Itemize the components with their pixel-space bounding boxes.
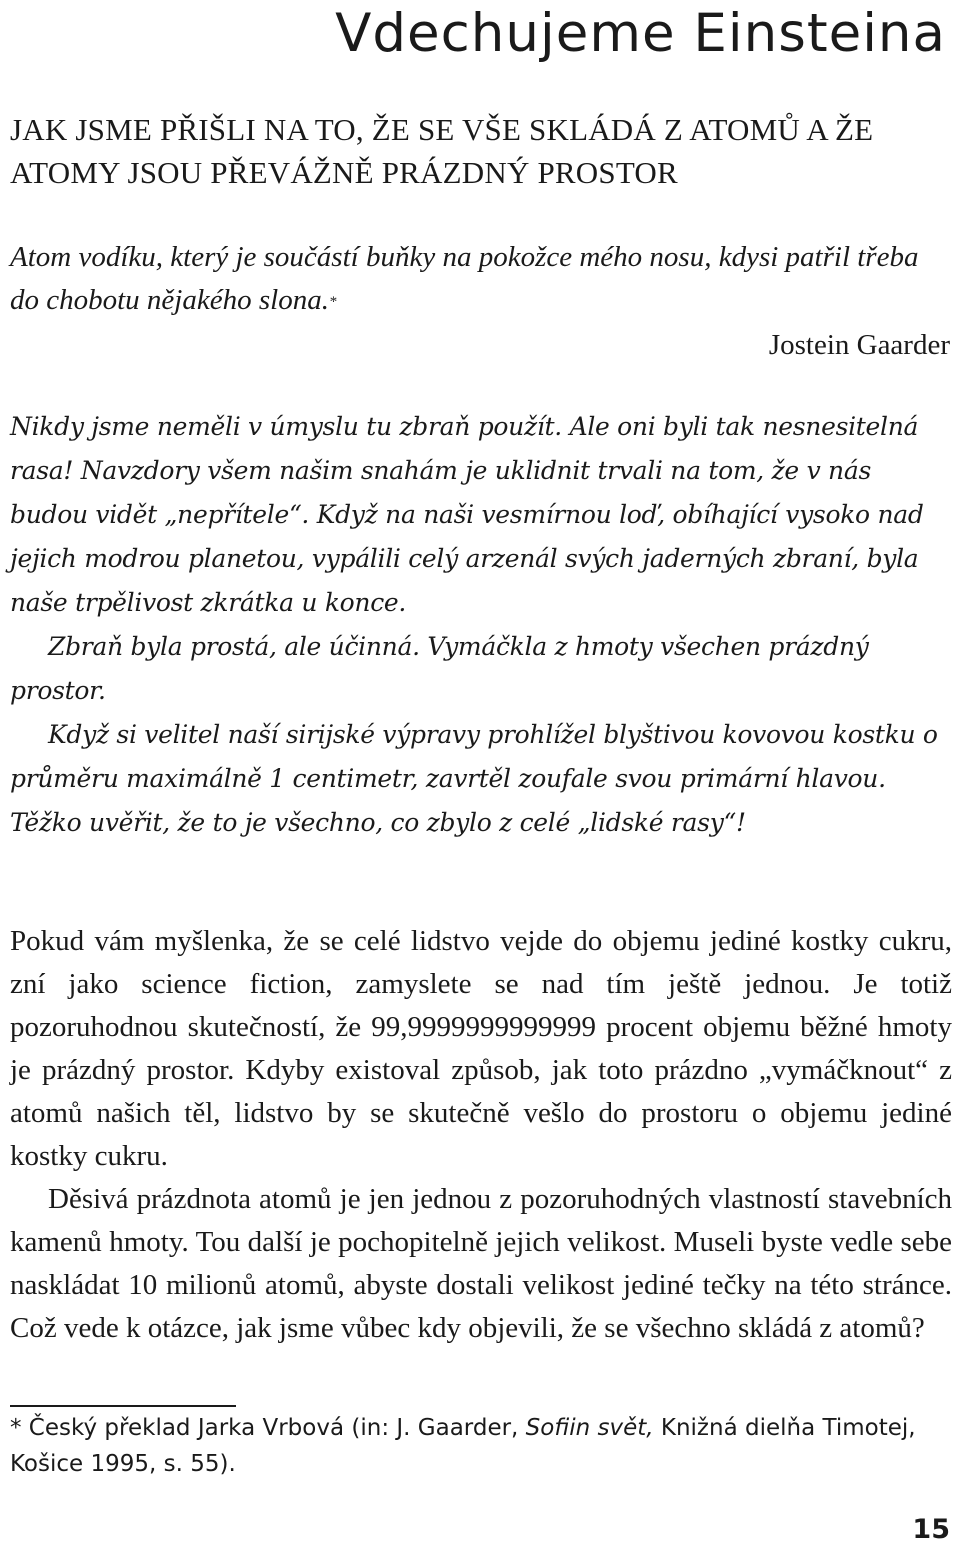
footnote-book-title: Sofiin svět, xyxy=(525,1415,654,1441)
body-paragraph: Děsivá prázdnota atomů je jen jednou z pozoruhodných vlastností stavebních kamenů hmoty. Tou další je pochopitelně jejich velikost. Museli byste vedle sebe naskládat 10 milionů atomů, abyste dostali velikost jediné tečky na této stránce. Což vede k otázce, jak jsme vůbec kdy objevili, že se všechno skládá z atomů? xyxy=(10,1183,952,1344)
body-text xyxy=(10,920,952,1350)
page-number: 15 xyxy=(912,1514,950,1545)
book-page xyxy=(10,0,952,1554)
story-paragraph: Zbraň byla prostá, ale účinná. Vymáčkla z hmoty všechen prázdný prostor. xyxy=(10,632,869,705)
epigraph-text: Atom vodíku, který je součástí buňky na pokožce mého nosu, kdysi patřil třeba do chobotu nějakého slona. xyxy=(10,241,919,316)
epigraph-author: Jostein Gaarder xyxy=(768,329,950,361)
story-passage xyxy=(10,405,950,845)
chapter-subtitle: JAK JSME PŘIŠLI NA TO, ŽE SE VŠE SKLÁDÁ Z ATOMŮ A ŽE ATOMY JSOU PŘEVÁŽNĚ PRÁZDNÝ PROSTOR xyxy=(10,112,874,190)
body-paragraph: Pokud vám myšlenka, že se celé lidstvo vejde do objemu jediné kostky cukru, zní jako science fiction, zamyslete se nad tím ještě jednou. Je totiž pozoruhodnou skutečností, že 99,9999999999999 procent objemu běžné hmoty je prázdný prostor. Kdyby existoval způsob, jak toto prázdno „vymáčknout“ z atomů našich těl, lidstvo by se skutečně vešlo do prostoru o objemu jediné kostky cukru. xyxy=(10,925,952,1172)
footnote xyxy=(10,1410,950,1482)
footnote-suffix: Knižná dielňa Timotej, Košice 1995, s. 55). xyxy=(10,1415,916,1477)
story-paragraph: Nikdy jsme neměli v úmyslu tu zbraň použít. Ale oni byli tak nesnesitelná rasa! Navzdory všem našim snahám je uklidnit trvali na tom, že v nás budou vidět „nepřítele“. Když na naši vesmírnou loď, obíhající vysoko nad jejich modrou planetou, vypálili celý arzenál svých jaderných zbraní, byla naše trpělivost zkrátka u konce. xyxy=(10,412,924,617)
epigraph-quote xyxy=(10,236,950,322)
footnote-marker: * xyxy=(328,294,337,310)
footnote-divider xyxy=(10,1405,236,1407)
chapter-title: Vdechujeme Einsteina xyxy=(335,3,946,64)
footnote-prefix: * Český překlad Jarka Vrbová (in: J. Gaarder, xyxy=(10,1415,526,1441)
story-paragraph: Když si velitel naší sirijské výpravy prohlížel blyštivou kovovou kostku o průměru maximálně 1 centimetr, zavrtěl zoufale svou primární hlavou. Těžko uvěřit, že to je všechno, co zbylo z celé „lidské rasy“! xyxy=(10,720,938,837)
